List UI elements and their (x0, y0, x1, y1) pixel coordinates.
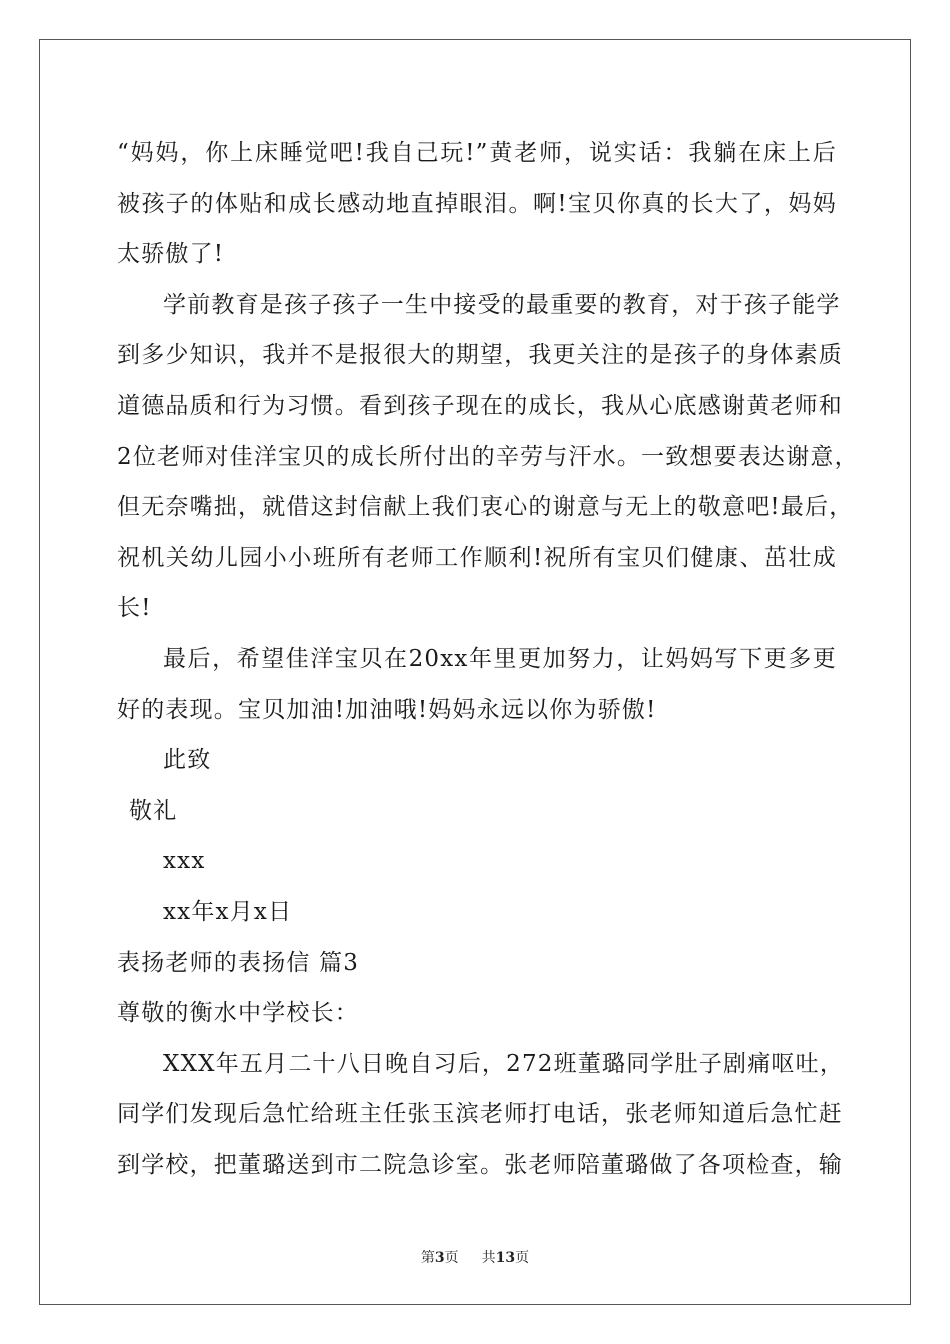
text-line: 道德品质和行为习惯。看到孩子现在的成长，我从心底感谢黄老师和 (117, 392, 843, 419)
text-line: 同学们发现后急忙给班主任张玉滨老师打电话，张老师知道后急忙赶 (117, 1101, 843, 1128)
total-pages-label: 共13页 (481, 1250, 530, 1266)
section-heading: 表扬老师的表扬信 篇3 (117, 949, 360, 976)
paragraph-start-line: XXX年五月二十八日晚自习后，272班董璐同学肚子剧痛呕吐， (163, 1050, 845, 1077)
text-line: 好的表现。宝贝加油!加油哦!妈妈永远以你为骄傲! (117, 696, 657, 723)
text-line: “妈妈，你上床睡觉吧!我自己玩!”黄老师，说实话：我躺在床上后 (117, 140, 837, 166)
paragraph-start-line: 学前教育是孩子孩子一生中接受的最重要的教育，对于孩子能学 (163, 291, 841, 318)
total-pages-number: 13 (495, 1250, 516, 1266)
page-footer (0, 1247, 950, 1267)
closing-regards: 敬礼 (129, 797, 178, 824)
text-line: 到多少知识，我并不是报很大的期望，我更关注的是孩子的身体素质 (117, 342, 843, 369)
text-line: 祝机关幼儿园小小班所有老师工作顺利!祝所有宝贝们健康、茁壮成 (117, 544, 837, 571)
text-line: 长! (117, 595, 152, 622)
page-number-label: 第3页 (420, 1250, 459, 1266)
closing-salutation: 此致 (163, 747, 212, 774)
text-line: 但无奈嘴拙，就借这封信献上我们衷心的谢意与无上的敬意吧!最后， (117, 494, 854, 521)
paragraph-start-line: 最后，希望佳洋宝贝在20xx年里更加努力，让妈妈写下更多更 (163, 645, 837, 672)
text-line: 太骄傲了! (117, 241, 225, 268)
letter-date: xx年x月x日 (163, 898, 293, 925)
signature: xxx (163, 848, 206, 875)
text-line: 被孩子的体贴和成长感动地直掉眼泪。啊!宝贝你真的长大了，妈妈 (117, 190, 837, 217)
text-line: 2位老师对佳洋宝贝的成长所付出的辛劳与汗水。一致想要表达谢意， (117, 443, 859, 470)
document-body (117, 128, 859, 1190)
letter-greeting: 尊敬的衡水中学校长： (117, 1000, 359, 1027)
current-page-number: 3 (434, 1250, 445, 1266)
text-line: 到学校，把董璐送到市二院急诊室。张老师陪董璐做了各项检查，输 (117, 1151, 843, 1178)
